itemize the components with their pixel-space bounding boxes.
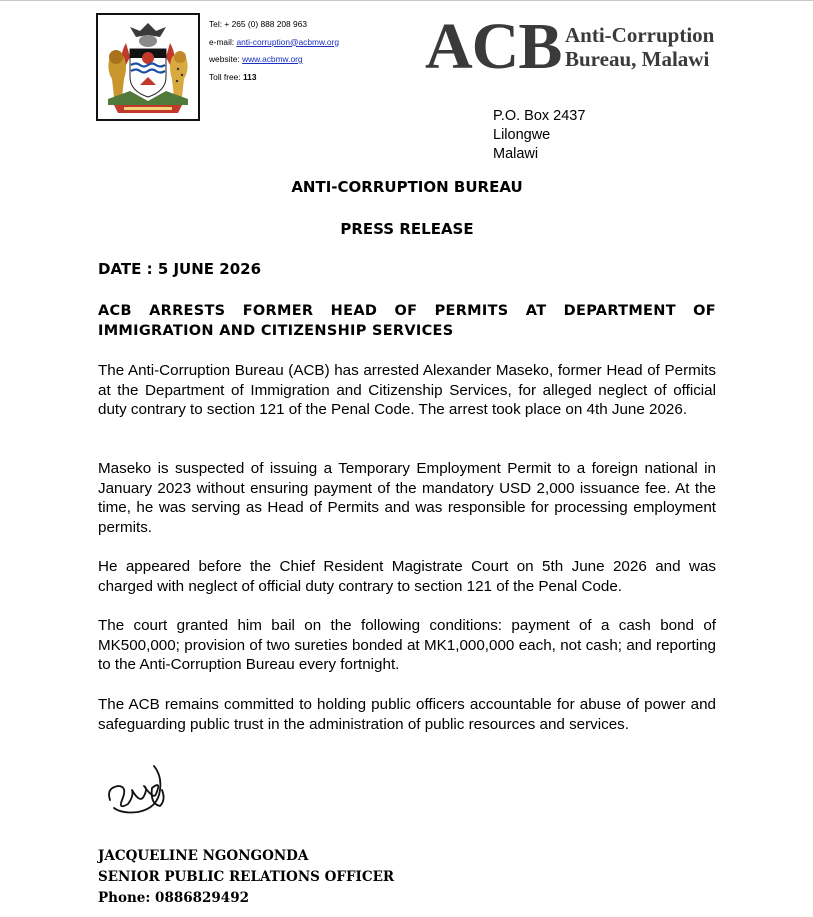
tollfree-number: 113 xyxy=(242,71,257,82)
signatory-block xyxy=(98,846,394,909)
email-line xyxy=(209,34,339,52)
handwritten-signature xyxy=(104,760,174,820)
press-release-heading: PRESS RELEASE xyxy=(340,220,474,238)
acb-logo-name xyxy=(565,23,725,71)
release-date: DATE : 5 JUNE 2026 xyxy=(98,260,262,278)
signatory-phone: Phone: 0886829492 xyxy=(98,890,249,906)
email-link[interactable]: anti-corruption@acbmw.org xyxy=(236,36,340,47)
website-line xyxy=(209,51,339,69)
release-title-line2: IMMIGRATION AND CITIZENSHIP SERVICES xyxy=(98,323,454,339)
website-label: website: xyxy=(209,54,243,64)
acb-logo-letters: ACB xyxy=(425,10,562,83)
body-paragraph: Maseko is suspected of issuing a Temporary Employment Permit to a foreign national in January 2023 without ensuring payment of the mandatory USD 2,000 issuance fee. At the time, he was serving as Head of Permits and was responsible for processing employment permits. xyxy=(98,460,716,536)
postal-address xyxy=(493,107,585,164)
body-paragraph: The ACB remains committed to holding public officers accountable for abuse of power and safeguarding public trust in the administration of public resources and services. xyxy=(98,696,716,733)
body-paragraph: The Anti-Corruption Bureau (ACB) has arrested Alexander Maseko, former Head of Permits at the Department of Immigration and Citizenship Services, for alleged neglect of official duty contrary to section 121 of the Penal Code. The arrest took place on 4th June 2026. xyxy=(98,362,716,419)
signatory-name: JACQUELINE NGONGONDA xyxy=(98,848,309,864)
tollfree-label: Toll free: xyxy=(209,71,243,82)
body-paragraph: He appeared before the Chief Resident Magistrate Court on 5th June 2026 and was charged with neglect of official duty contrary to section 121 of the Penal Code. xyxy=(98,558,716,595)
signatory-position: SENIOR PUBLIC RELATIONS OFFICER xyxy=(98,869,395,885)
acb-logo-line2: Bureau, Malawi xyxy=(565,47,710,71)
address-line: Lilongwe xyxy=(493,127,551,143)
telephone: Tel: + 265 (0) 888 208 963 xyxy=(209,19,308,29)
address-line: P.O. Box 2437 xyxy=(493,108,586,124)
address-line: Malawi xyxy=(493,146,539,162)
website-link[interactable]: www.acbmw.org xyxy=(242,54,303,64)
tollfree-line xyxy=(209,69,339,87)
top-border xyxy=(0,0,813,1)
email-label: e-mail: xyxy=(209,36,237,47)
acb-logo-line1: Anti-Corruption xyxy=(565,23,715,47)
release-title xyxy=(98,301,716,341)
body-paragraph: The court granted him bail on the following conditions: payment of a cash bond of MK500,000; provision of two sureties bonded at MK1,000,000 each, not cash; and reporting to the Anti-Corruption Bureau every fortnight. xyxy=(98,617,716,674)
contact-details xyxy=(209,16,339,86)
coat-of-arms-frame xyxy=(96,13,200,121)
coat-of-arms-icon xyxy=(100,17,196,117)
release-title-line1: ACB ARRESTS FORMER HEAD OF PERMITS AT DEPARTMENT OF xyxy=(98,303,716,319)
organization-heading: ANTI-CORRUPTION BUREAU xyxy=(291,178,523,196)
